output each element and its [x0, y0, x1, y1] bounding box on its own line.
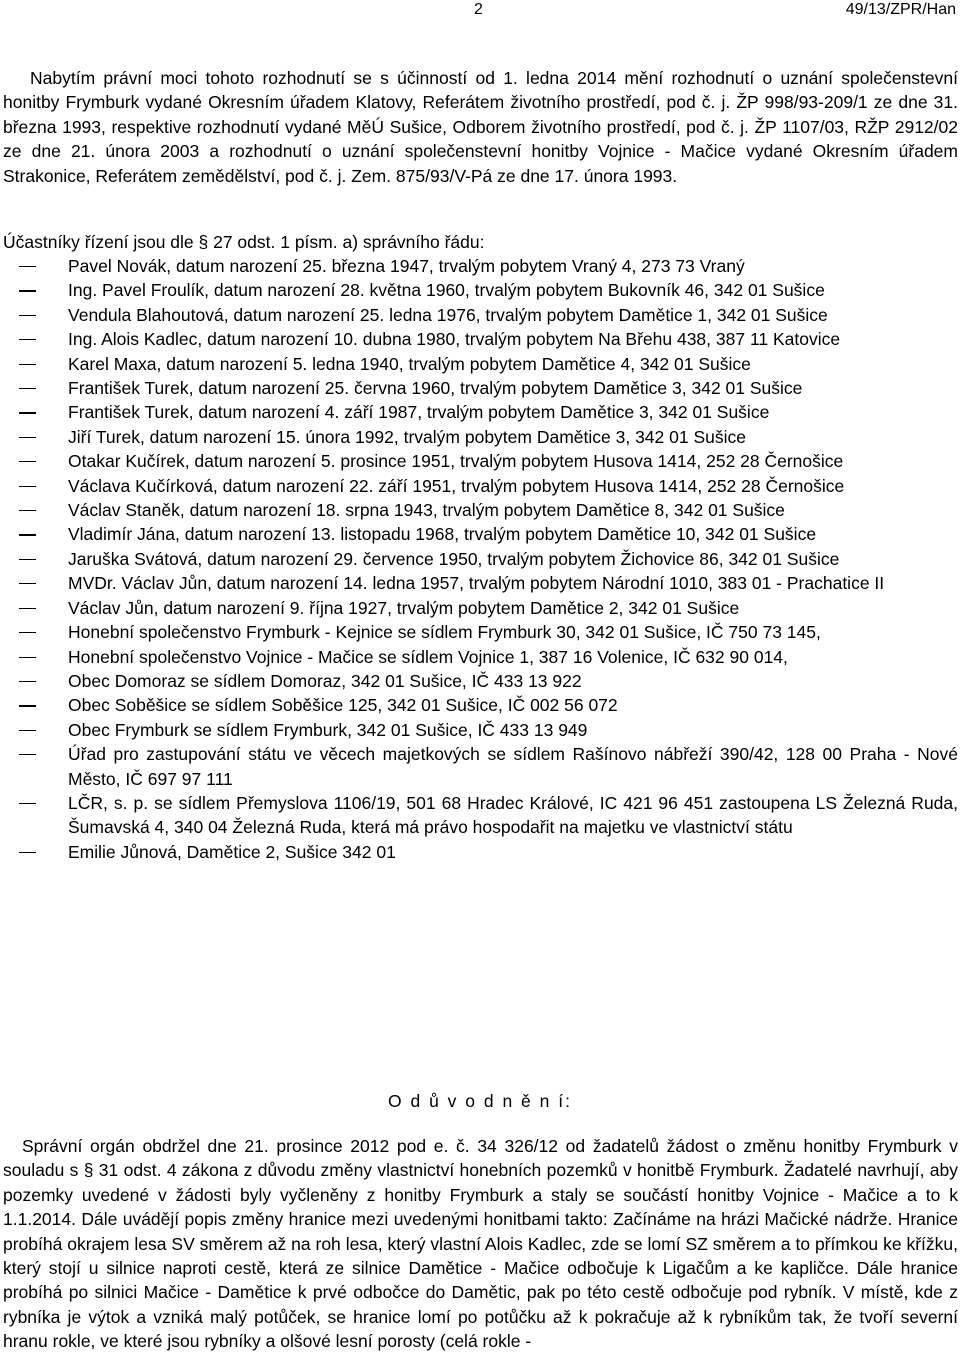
participant-item: Obec Frymburk se sídlem Frymburk, 342 01 Sušice, IČ 433 13 949	[0, 718, 960, 742]
participant-item: Václav Jůn, datum narození 9. října 1927, trvalým pobytem Damětice 2, 342 01 Sušice	[0, 596, 960, 620]
participant-item: Ing. Pavel Froulík, datum narození 28. května 1960, trvalým pobytem Bukovník 46, 342 01 Sušice	[0, 278, 960, 302]
participant-item: Vladimír Jána, datum narození 13. listopadu 1968, trvalým pobytem Damětice 10, 342 01 Sušice	[0, 522, 960, 546]
participant-item: Honební společenstvo Frymburk - Kejnice se sídlem Frymburk 30, 342 01 Sušice, IČ 750 73 145,	[0, 620, 960, 644]
participant-item: Jiří Turek, datum narození 15. února 1992, trvalým pobytem Damětice 3, 342 01 Sušice	[0, 425, 960, 449]
reasoning-paragraph: Správní orgán obdržel dne 21. prosince 2012 pod e. č. 34 326/12 od žadatelů žádost o změnu honitby Frymburk v souladu s § 31 odst. 4 zákona z důvodu změny vlastnictví honebních pozemků v honitbě Frymburk. Žadatelé navrhují, aby pozemky uvedené v žádosti byly vyčleněny z honitby Frymburk a staly se součástí honitby Vojnice - Mačice a to k 1.1.2014. Dále uvádějí popis změny hranice mezi uvedenými honitbami takto: Začínáme na hrázi Mačické nádrže. Hranice probíhá okrajem lesa SV směrem až na roh lesa, který vlastní Alois Kadlec, zde se lomí SZ směrem a to přímkou ke křížku, který stojí u silnice naproti cestě, která ze silnice Damětice - Mačice odbočuje k Ligačům a ke kapličce. Dále hranice probíhá po silnici Mačice - Damětice k prvé odbočce do Damětic, pak po této cestě odbočuje pod rybník. V místě, kde z rybníka je výtok a vzniká malý potůček, se hranice lomí po potůčku až k pokračuje až k rybníkům tak, že tvoří severní hranu rokle, ve které jsou rybníky a olšové lesní porosty (celá rokle -	[3, 1136, 958, 1352]
participant-item: Úřad pro zastupování státu ve věcech majetkových se sídlem Rašínovo nábřeží 390/42, 128 00 Praha - Nové Město, IČ 697 97 111	[0, 742, 960, 791]
participant-item: Pavel Novák, datum narození 25. března 1947, trvalým pobytem Vraný 4, 273 73 Vraný	[0, 254, 960, 278]
page-number: 2	[474, 1, 483, 18]
section-title-reasoning: O d ů v o d n ě n í:	[388, 1091, 572, 1111]
participant-item: František Turek, datum narození 25. června 1960, trvalým pobytem Damětice 3, 342 01 Sušice	[0, 376, 960, 400]
participant-item: MVDr. Václav Jůn, datum narození 14. ledna 1957, trvalým pobytem Národní 1010, 383 01 - Prachatice II	[0, 571, 960, 595]
document-reference: 49/13/ZPR/Han	[845, 1, 956, 18]
intro-paragraph: Nabytím právní moci tohoto rozhodnutí se s účinností od 1. ledna 2014 mění rozhodnutí o uznání společenstevní honitby Frymburk vydané Okresním úřadem Klatovy, Referátem životního prostředí, pod č. j. ŽP 998/93-209/1 ze dne 31. března 1993, respektive rozhodnutí vydané MěÚ Sušice, Odborem životního prostředí, pod č. j. ŽP 1107/03, RŽP 2912/02 ze dne 21. února 2003 a rozhodnutí o uznání společenstevní honitby Vojnice - Mačice vydané Okresním úřadem Strakonice, Referátem zemědělství, pod č. j. Zem. 875/93/V-Pá ze dne 17. února 1993.	[3, 68, 958, 186]
participant-item: Obec Domoraz se sídlem Domoraz, 342 01 Sušice, IČ 433 13 922	[0, 669, 960, 693]
participant-item: LČR, s. p. se sídlem Přemyslova 1106/19, 501 68 Hradec Králové, IC 421 96 451 zastoupena LS Železná Ruda, Šumavská 4, 340 04 Železná Ruda, která má právo hospodařit na majetku ve vlastnictví státu	[0, 791, 960, 840]
participant-item: Emilie Jůnová, Damětice 2, Sušice 342 01	[0, 840, 960, 864]
participant-item: František Turek, datum narození 4. září 1987, trvalým pobytem Damětice 3, 342 01 Sušice	[0, 400, 960, 424]
participants-list	[0, 254, 960, 864]
participant-item: Honební společenstvo Vojnice - Mačice se sídlem Vojnice 1, 387 16 Volenice, IČ 632 90 014,	[0, 645, 960, 669]
participant-item: Obec Soběšice se sídlem Soběšice 125, 342 01 Sušice, IČ 002 56 072	[0, 693, 960, 717]
participant-item: Ing. Alois Kadlec, datum narození 10. dubna 1980, trvalým pobytem Na Břehu 438, 387 11 Katovice	[0, 327, 960, 351]
participants-heading: Účastníky řízení jsou dle § 27 odst. 1 písm. a) správního řádu:	[3, 232, 485, 252]
participant-item: Václav Staněk, datum narození 18. srpna 1943, trvalým pobytem Damětice 8, 342 01 Sušice	[0, 498, 960, 522]
participant-item: Václava Kučírková, datum narození 22. září 1951, trvalým pobytem Husova 1414, 252 28 Černošice	[0, 474, 960, 498]
page-header	[0, 0, 960, 24]
participant-item: Otakar Kučírek, datum narození 5. prosince 1951, trvalým pobytem Husova 1414, 252 28 Černošice	[0, 449, 960, 473]
participant-item: Jaruška Svátová, datum narození 29. července 1950, trvalým pobytem Žichovice 86, 342 01 Sušice	[0, 547, 960, 571]
participant-item: Vendula Blahoutová, datum narození 25. ledna 1976, trvalým pobytem Damětice 1, 342 01 Sušice	[0, 303, 960, 327]
participant-item: Karel Maxa, datum narození 5. ledna 1940, trvalým pobytem Damětice 4, 342 01 Sušice	[0, 352, 960, 376]
